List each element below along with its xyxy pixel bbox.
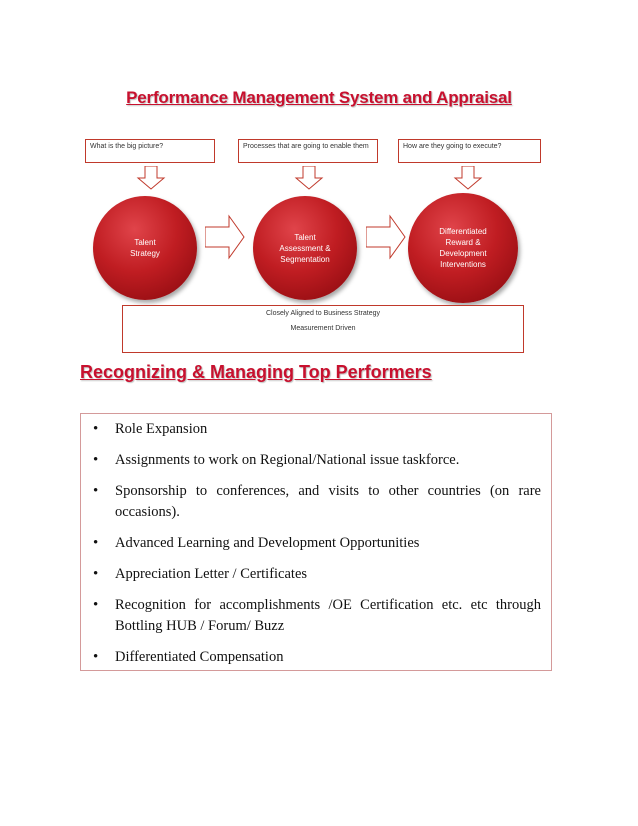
list-item: • Assignments to work on Regional/National issue taskforce. [89,450,541,471]
circle-label: Differentiated Reward & Development Interventions [439,227,487,269]
top-performers-list-box [80,413,552,671]
circle-label: Talent Assessment & Segmentation [279,232,331,264]
right-arrow-icon [205,214,245,260]
list-item: • Advanced Learning and Development Opportunities [89,533,541,554]
list-item: • Differentiated Compensation [89,647,541,668]
list-item: • Appreciation Letter / Certificates [89,564,541,585]
down-arrow-icon [294,166,324,190]
section-heading: Recognizing & Managing Top Performers [80,362,432,382]
question-box-processes: Processes that are going to enable them [238,139,378,163]
alignment-line-2: Measurement Driven [290,325,356,332]
list-item: • Recognition for accomplishments /OE Certification etc. etc through Bottling HUB / Forum/ Buzz [89,595,541,637]
circle-differentiated-reward [408,193,518,303]
page-title: Performance Management System and Appraisal [126,88,512,107]
down-arrow-icon [136,166,166,190]
list-item: • Sponsorship to conferences, and visits to other countries (on rare occasions). [89,481,541,523]
list-item: • Role Expansion [89,419,541,440]
right-arrow-icon [366,214,406,260]
question-box-big-picture: What is the big picture? [85,139,215,163]
circle-talent-strategy [93,196,197,300]
alignment-box [122,305,524,353]
alignment-line-1: Closely Aligned to Business Strategy [265,310,380,317]
question-box-execute: How are they going to execute? [398,139,541,163]
down-arrow-icon [453,166,483,190]
circle-talent-assessment [253,196,357,300]
circle-label: Talent Strategy [130,238,160,258]
